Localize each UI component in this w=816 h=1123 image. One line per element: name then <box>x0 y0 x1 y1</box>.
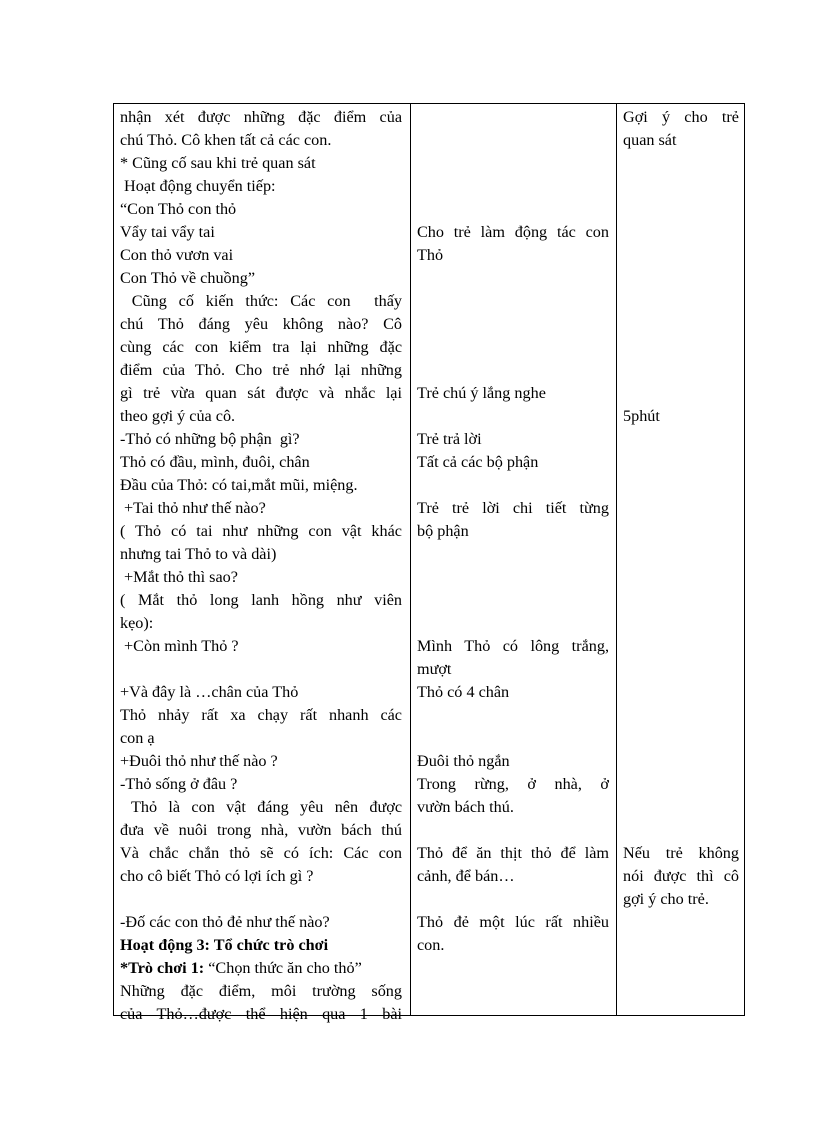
text-line: Đuôi thỏ ngắn <box>417 752 510 770</box>
text-line: Nếu trẻ không <box>623 844 739 862</box>
game-title-line <box>120 957 402 980</box>
text-line: * Cũng cố sau khi trẻ quan sát <box>120 154 316 172</box>
text-line: theo gợi ý của cô. <box>120 407 236 425</box>
text-line: nhưng tai Thỏ to và dài) <box>120 545 277 563</box>
text-line: mượt <box>417 660 452 678</box>
text-line: con ạ <box>120 729 155 747</box>
text-line: Hoạt động chuyển tiếp: <box>120 177 276 195</box>
text-line: gì trẻ vừa quan sát được và nhắc lại <box>120 384 402 402</box>
text-line: quan sát <box>623 131 677 149</box>
text-line: -Thỏ có những bộ phận gì? <box>120 430 300 448</box>
text-line: +Tai thỏ như thế nào? <box>120 499 266 517</box>
text-line: Cũng cố kiến thức: Các con thấy <box>120 292 402 310</box>
text-line: nói được thì cô <box>623 867 739 885</box>
game-title: “Chọn thức ăn cho thỏ” <box>208 959 362 977</box>
text-line: +Mắt thỏ thì sao? <box>120 568 238 586</box>
text-line: vườn bách thú. <box>417 798 514 816</box>
text-line: Thỏ đẻ một lúc rất nhiều <box>417 913 609 931</box>
text-line: Thỏ có 4 chân <box>417 683 510 701</box>
text-line: Thỏ để ăn thịt thỏ để làm <box>417 844 609 862</box>
text-line: của Thỏ…được thể hiện qua 1 bài <box>120 1005 402 1023</box>
text-line: cùng các con kiểm tra lại những đặc <box>120 338 402 356</box>
time-label: 5phút <box>623 407 660 425</box>
text-line: ( Thỏ có tai như những con vật khác <box>120 522 402 540</box>
text-line: Thỏ <box>417 246 444 264</box>
text-line: Những đặc điểm, môi trường sống <box>120 982 402 1000</box>
text-line: Con Thỏ về chuồng” <box>120 269 256 287</box>
text-line: Thỏ có đầu, mình, đuôi, chân <box>120 453 310 471</box>
text-line: gợi ý cho trẻ. <box>623 890 709 908</box>
text-line: Con thỏ vươn vai <box>120 246 234 264</box>
text-line: cho cô biết Thỏ có lợi ích gì ? <box>120 867 314 885</box>
activity-column <box>114 104 410 1023</box>
text-line: Trẻ chú ý lắng nghe <box>417 384 546 402</box>
text-line: Trong rừng, ở nhà, ở <box>417 775 609 793</box>
text-line: ( Mắt thỏ long lanh hồng như viên <box>120 591 402 609</box>
text-line: -Thỏ sống ở đâu ? <box>120 775 238 793</box>
child-activity-column <box>410 104 617 1015</box>
text-line: kẹo): <box>120 614 154 632</box>
text-line: con. <box>417 936 445 954</box>
text-line: bộ phận <box>417 522 469 540</box>
game-label: *Trò chơi 1: <box>120 959 205 977</box>
text-line: Cho trẻ làm động tác con <box>417 223 609 241</box>
text-line: Đầu của Thỏ: có tai,mắt mũi, miệng. <box>120 476 358 494</box>
text-line: Vẩy tai vẩy tai <box>120 223 215 241</box>
lesson-table <box>113 103 745 1023</box>
notes-column <box>616 104 745 1015</box>
text-line: Gợi ý cho trẻ <box>623 108 739 126</box>
text-line: Thỏ nhảy rất xa chạy rất nhanh các <box>120 706 402 724</box>
activity-heading: Hoạt động 3: Tổ chức trò chơi <box>120 936 329 954</box>
text-line: Trẻ trẻ lời chi tiết từng <box>417 499 609 517</box>
text-line: +Và đây là …chân của Thỏ <box>120 683 299 701</box>
text-line: Thỏ là con vật đáng yêu nên được <box>120 798 402 816</box>
text-line: điểm của Thỏ. Cho trẻ nhớ lại những <box>120 361 402 379</box>
text-line: “Con Thỏ con thỏ <box>120 200 237 218</box>
text-line: nhận xét được những đặc điểm của <box>120 108 402 126</box>
text-line: +Còn mình Thỏ ? <box>120 637 239 655</box>
text-line: -Đố các con thỏ đẻ như thế nào? <box>120 913 330 931</box>
text-line: đưa về nuôi trong nhà, vườn bách thú <box>120 821 402 839</box>
text-line: +Đuôi thỏ như thế nào ? <box>120 752 278 770</box>
text-line: Trẻ trả lời <box>417 430 482 448</box>
text-line: chú Thỏ đáng yêu không nào? Cô <box>120 315 402 333</box>
text-line: cảnh, để bán… <box>417 867 515 885</box>
text-line: Tất cả các bộ phận <box>417 453 539 471</box>
text-line: Mình Thỏ có lông trắng, <box>417 637 609 655</box>
text-line: Và chắc chắn thỏ sẽ có ích: Các con <box>120 844 402 862</box>
text-line: chú Thỏ. Cô khen tất cả các con. <box>120 131 332 149</box>
